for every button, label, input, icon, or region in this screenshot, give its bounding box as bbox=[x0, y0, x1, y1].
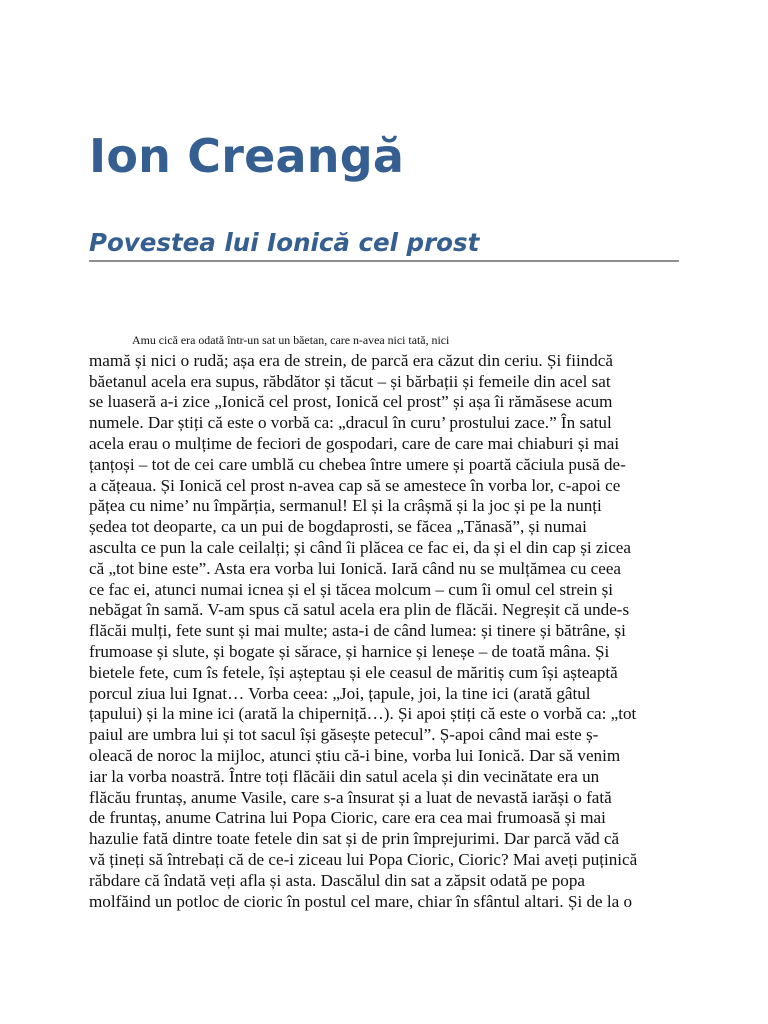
body-text-line: a cățeaua. Și Ionică cel prost n-avea cap să se amestece în vorba lor, c-apoi ce bbox=[89, 475, 621, 495]
body-text-line: iar la vorba noastră. Între toți flăcăii din satul acela și din vecinătate era un bbox=[89, 766, 600, 786]
body-text-line: porcul ziua lui Ignat… Vorba ceea: „Joi, țapule, joi, la tine ici (arată gâtul bbox=[89, 683, 591, 703]
body-text-line: flăcău fruntaș, anume Vasile, care s-a însurat și a luat de nevastă iarăși o fată bbox=[89, 787, 612, 807]
author-heading: Ion Creangă bbox=[89, 129, 405, 183]
story-body bbox=[89, 330, 679, 912]
body-text-line: răbdare că îndată veți afla și asta. Dascălul din sat a zăpsit odată pe popa bbox=[89, 870, 585, 890]
body-text-line: oleacă de noroc la mijloc, atunci știu că-i bine, vorba lui Ionică. Dar să venim bbox=[89, 745, 621, 765]
body-text-line: pățea cu nime’ nu împărția, sermanul! El și la crâșmă și la joc și pe la nunți bbox=[89, 496, 602, 516]
body-text-line: ședea tot deoparte, ca un pui de bogdaprosti, se făcea „Tănasă”, și numai bbox=[89, 517, 587, 537]
body-text-line: țapului) și la mine ici (arată la chiperniță…). Și apoi știți că este o vorbă ca: „tot bbox=[89, 704, 637, 724]
body-text-line: molfăind un potloc de cioric în postul cel mare, chiar în sfântul altari. Și de la o bbox=[89, 891, 633, 911]
story-title: Povestea lui Ionică cel prost bbox=[89, 228, 480, 257]
body-text-line: numele. Dar știți că este o vorbă ca: „dracul în curu’ prostului zace.” În satul bbox=[89, 413, 612, 433]
body-text-line: că „tot bine este”. Asta era vorba lui Ionică. Iară când nu se mulțămea cu ceea bbox=[89, 558, 622, 578]
body-text-line: băetanul acela era supus, răbdător și tăcut – și bărbații și femeile din acel sat bbox=[89, 371, 611, 391]
body-text-line: flăcăi mulți, fete sunt și mai multe; asta-i de când lumea: și tinere și bătrâne, și bbox=[89, 621, 626, 641]
body-text-line: Amu cică era odată într-un sat un băetan, care n-avea nici tată, nici bbox=[132, 333, 450, 347]
body-text-line: frumoase și slute, și bogate și sărace, și harnice și leneșe – de toată mâna. Și bbox=[89, 641, 610, 661]
body-text-line: asculta ce pun la cale ceilalți; și când îi plăcea ce fac ei, da și el din cap și zicea bbox=[89, 537, 631, 557]
body-text-line: se luaseră a-i zice „Ionică cel prost, Ionică cel prost” și așa îi rămăsese acum bbox=[89, 392, 613, 412]
body-text-line: nebăgat în samă. V-am spus că satul acela era plin de flăcăi. Negreșit că unde-s bbox=[89, 600, 630, 620]
body-text-line: vă țineți să întrebați că de ce-i ziceau lui Popa Cioric, Cioric? Mai aveți puținică bbox=[89, 849, 638, 869]
body-text-line: bietele fete, cum îs fetele, își așteptau și ele ceasul de măritiș cum își așteaptă bbox=[89, 662, 618, 682]
body-text-line: de fruntaș, anume Catrina lui Popa Cioric, care era cea mai frumoasă și mai bbox=[89, 808, 606, 828]
body-text-line: mamă și nici o rudă; așa era de strein, de parcă era căzut din ceriu. Și fiindcă bbox=[89, 350, 613, 370]
body-text-line: ce fac ei, atunci numai icnea și el și tăcea molcum – cum îi omul cel strein și bbox=[89, 579, 614, 599]
body-text-line: paiul are umbra lui și tot sacul își găsește petecul”. Ș-apoi când mai este ș- bbox=[89, 725, 599, 745]
body-text-line: hazulie fată dintre toate fetele din sat și de prin împrejurimi. Dar parcă văd că bbox=[89, 829, 620, 849]
body-text-line: țanțoși – tot de cei care umblă cu chebea între umere și poartă căciula pusă de- bbox=[89, 454, 626, 474]
body-text-line: acela erau o mulțime de feciori de gospodari, care de care mai chiaburi și mai bbox=[89, 433, 620, 453]
title-underline-rule bbox=[89, 260, 679, 262]
